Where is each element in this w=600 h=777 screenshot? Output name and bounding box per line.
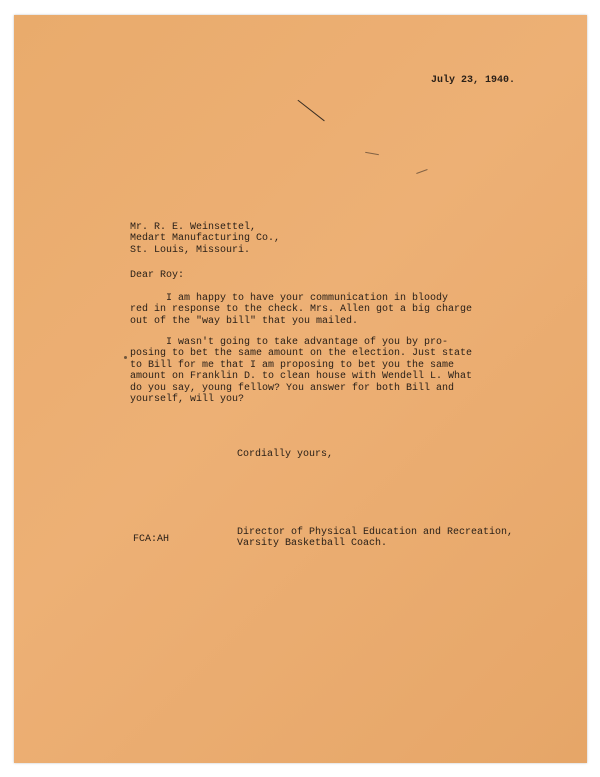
signature-line: Varsity Basketball Coach. [237,538,388,550]
salutation: Dear Roy: [130,270,185,281]
text-line: to Bill for me that I am proposing to bet you the same [130,359,455,371]
address-line: Mr. R. E. Weinsettel, [130,222,257,233]
body-paragraph-1 [130,293,472,327]
text-line: red in response to the check. Mrs. Allen got a big charge [130,304,473,316]
text-line: posing to bet the same amount on the election. Just state [130,348,473,360]
body-paragraph-2 [130,337,472,405]
closing: Cordially yours, [237,449,334,460]
signature-line: Director of Physical Education and Recreation, [237,527,514,538]
text-line: out of the "way bill" that you mailed. [130,315,359,327]
text-line: amount on Franklin D. to clean house with Wendell L. What [130,371,473,383]
address-line: Medart Manufacturing Co., [130,233,281,245]
ink-dot [124,356,127,359]
text-line: yourself, will you? [130,394,245,406]
text-line: do you say, young fellow? You answer for both Bill and [130,382,455,394]
reference-initials: FCA:AH [133,534,170,545]
text-line: I am happy to have your communication in bloody [130,293,449,304]
signature-block [237,527,513,550]
letter-date: July 23, 1940. [431,75,516,86]
text-line: I wasn't going to take advantage of you by pro- [130,337,449,348]
address-line: St. Louis, Missouri. [130,244,251,256]
recipient-address [130,222,280,256]
